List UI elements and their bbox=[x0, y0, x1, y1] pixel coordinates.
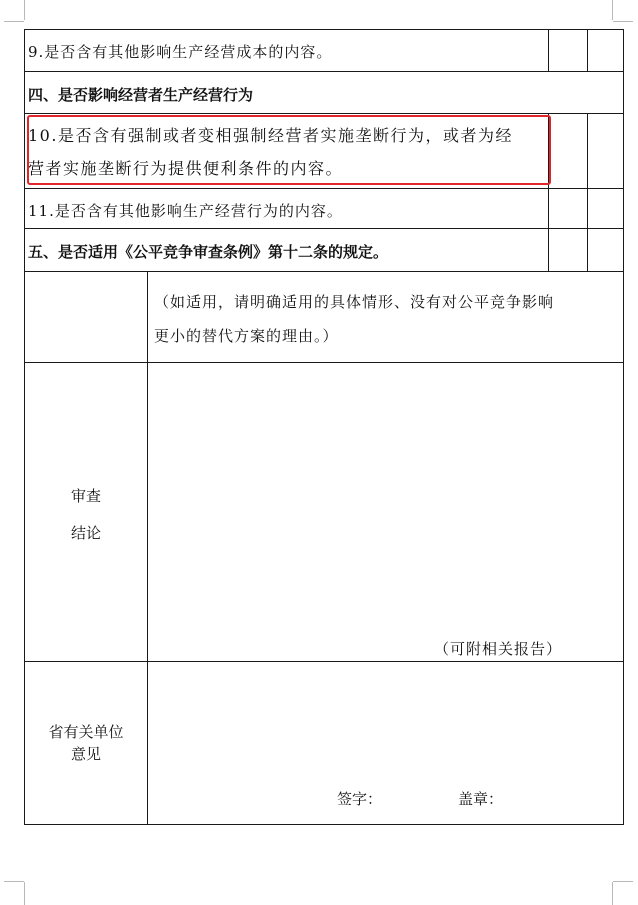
opinion-label-cell bbox=[24, 661, 148, 825]
opinion-content-cell[interactable] bbox=[147, 661, 624, 825]
conclusion-content-cell[interactable] bbox=[147, 362, 624, 662]
review-form-table bbox=[24, 29, 624, 825]
seal-label: 盖章： bbox=[458, 790, 504, 808]
section5-heading: 五、是否适用《公平竞争审查条例》第十二条的规定。 bbox=[28, 243, 389, 261]
opinion-label-line2: 意见 bbox=[70, 745, 101, 763]
applicability-hint-line1: （如适用，请明确适用的具体情形、没有对公平竞争影响 bbox=[154, 293, 555, 311]
signature-label: 签字： bbox=[337, 790, 383, 808]
item9-text: 9.是否含有其他影响生产经营成本的内容。 bbox=[28, 43, 333, 61]
conclusion-label-line2: 结论 bbox=[70, 524, 101, 542]
row-item11-check-a[interactable] bbox=[548, 188, 588, 229]
section5-check-b[interactable] bbox=[587, 228, 624, 272]
crop-mark-top-left-h bbox=[4, 21, 24, 22]
crop-mark-bottom-left-h bbox=[4, 881, 24, 882]
crop-mark-bottom-right-v bbox=[612, 882, 613, 905]
applicability-hint-line2: 更小的替代方案的理由。） bbox=[154, 327, 339, 345]
conclusion-label-cell bbox=[24, 362, 148, 662]
section5-check-a[interactable] bbox=[548, 228, 588, 272]
crop-mark-bottom-left-v bbox=[24, 882, 25, 905]
applicability-content-cell[interactable] bbox=[147, 271, 624, 363]
applicability-label-cell bbox=[24, 271, 148, 363]
row-item10-check-b[interactable] bbox=[587, 113, 624, 189]
crop-mark-top-right-h bbox=[613, 21, 633, 22]
opinion-label-line1: 省有关单位 bbox=[48, 723, 124, 741]
conclusion-label-line1: 审查 bbox=[70, 487, 101, 505]
conclusion-attach-note: （可附相关报告） bbox=[434, 640, 563, 658]
item10-highlight-box bbox=[27, 115, 551, 185]
crop-mark-top-left-v bbox=[24, 0, 25, 20]
item11-text: 11.是否含有其他影响生产经营行为的内容。 bbox=[28, 202, 343, 220]
section4-heading: 四、是否影响经营者生产经营行为 bbox=[28, 86, 254, 104]
item10-text-line1: 10.是否含有强制或者变相强制经营者实施垄断行为，或者为经 bbox=[28, 126, 513, 145]
crop-mark-top-right-v bbox=[612, 0, 613, 20]
row-item9-check-b[interactable] bbox=[587, 29, 624, 72]
item10-text-line2: 营者实施垄断行为提供便利条件的内容。 bbox=[28, 159, 344, 178]
row-item10-check-a[interactable] bbox=[548, 113, 588, 189]
row-item11-check-b[interactable] bbox=[587, 188, 624, 229]
row-item9-check-a[interactable] bbox=[548, 29, 588, 72]
crop-mark-bottom-right-h bbox=[613, 881, 633, 882]
